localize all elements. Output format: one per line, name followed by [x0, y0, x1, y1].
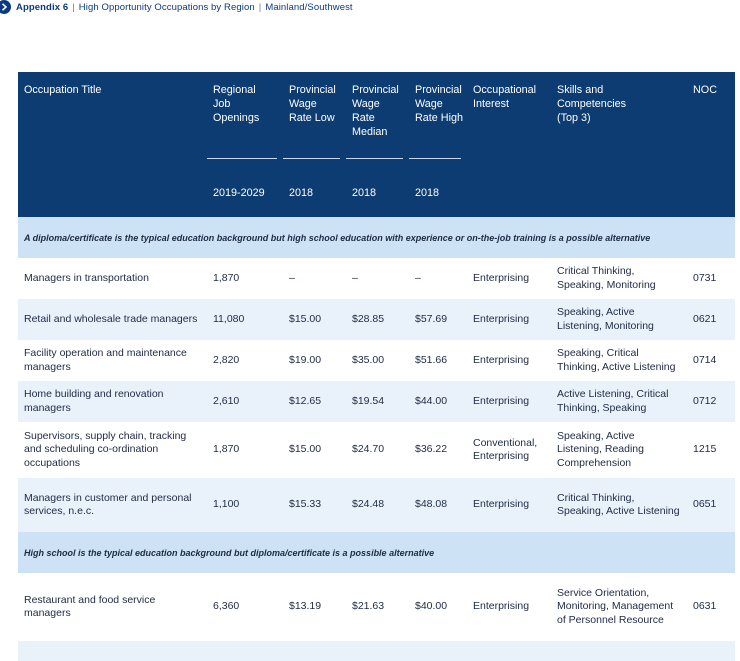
noc-code: 0621 [687, 299, 735, 340]
table-row [18, 573, 735, 641]
occupation-title: Supervisors, supply chain, tracking and scheduling co-ordination occupations [18, 422, 207, 478]
noc-code: 0712 [687, 381, 735, 422]
table-row [18, 381, 735, 422]
occupations-table [18, 72, 735, 661]
table-row [18, 340, 735, 381]
wage-high: $48.08 [409, 478, 467, 532]
occupational-interest: Enterprising [467, 573, 551, 641]
column-year: 2019-2029 [213, 187, 265, 199]
wage-low: – [283, 258, 346, 299]
column-year: 2018 [352, 187, 377, 199]
wage-high: – [409, 258, 467, 299]
job-openings: 11,080 [207, 299, 283, 340]
wage-low: $13.19 [283, 573, 346, 641]
job-openings: 6,360 [207, 573, 283, 641]
wage-high: $36.22 [409, 422, 467, 478]
wage-low: $19.00 [283, 340, 346, 381]
report-title: High Opportunity Occupations by Region [78, 1, 255, 13]
table-row-partial [18, 641, 735, 661]
section-heading-row [18, 217, 735, 258]
column-label: Provincial Wage Rate Median [352, 84, 399, 138]
wage-median: $35.00 [346, 340, 409, 381]
table-row [18, 258, 735, 299]
skills: Service Orientation, Monitoring, Management of Personnel Resource [551, 573, 687, 641]
job-openings: 1,100 [207, 478, 283, 532]
wage-low: $15.00 [283, 422, 346, 478]
wage-median: $19.54 [346, 381, 409, 422]
cut-off-row [18, 641, 735, 661]
column-year: 2018 [415, 187, 440, 199]
column-header [551, 72, 687, 217]
occupation-title: Managers in transportation [18, 258, 207, 299]
section-heading: A diploma/certificate is the typical education background but high school education with experience or on-the-job training is a possible alternative [18, 217, 735, 258]
column-label: Occupation Title [24, 84, 102, 96]
column-label: Provincial Wage Rate High [415, 84, 464, 124]
column-label: Occupational Interest [473, 84, 537, 110]
wage-high: $40.00 [409, 573, 467, 641]
noc-code: 0651 [687, 478, 735, 532]
occupation-title: Restaurant and food service managers [18, 573, 207, 641]
page-header [0, 0, 353, 14]
job-openings: 2,820 [207, 340, 283, 381]
column-label: Provincial Wage Rate Low [289, 84, 336, 124]
wage-high: $51.66 [409, 340, 467, 381]
column-header [409, 72, 467, 217]
column-header [687, 72, 735, 217]
section-heading: High school is the typical education background but diploma/certificate is a possible alternative [18, 532, 735, 573]
occupational-interest: Enterprising [467, 381, 551, 422]
wage-low: $15.33 [283, 478, 346, 532]
column-header [467, 72, 551, 217]
occupation-title: Managers in customer and personal services, n.e.c. [18, 478, 207, 532]
wage-median: $24.70 [346, 422, 409, 478]
occupational-interest: Enterprising [467, 478, 551, 532]
occupational-interest: Enterprising [467, 258, 551, 299]
occupation-title: Home building and renovation managers [18, 381, 207, 422]
occupation-title: Facility operation and maintenance managers [18, 340, 207, 381]
column-label: Skills and Competencies (Top 3) [557, 84, 627, 124]
column-header [283, 72, 346, 217]
column-label: NOC [693, 84, 717, 96]
occupational-interest: Enterprising [467, 340, 551, 381]
occupational-interest: Conventional, Enterprising [467, 422, 551, 478]
skills: Speaking, Active Listening, Monitoring [551, 299, 687, 340]
column-header [346, 72, 409, 217]
skills: Critical Thinking, Speaking, Monitoring [551, 258, 687, 299]
column-header [207, 72, 283, 217]
noc-code: 1215 [687, 422, 735, 478]
chevron-right-icon [0, 0, 11, 14]
job-openings: 1,870 [207, 258, 283, 299]
column-year: 2018 [289, 187, 314, 199]
wage-median: $21.63 [346, 573, 409, 641]
skills: Speaking, Critical Thinking, Active Listening [551, 340, 687, 381]
wage-high: $57.69 [409, 299, 467, 340]
wage-low: $15.00 [283, 299, 346, 340]
region-label: Mainland/Southwest [265, 1, 353, 13]
skills: Speaking, Active Listening, Reading Comprehension [551, 422, 687, 478]
wage-median: $24.48 [346, 478, 409, 532]
section-heading-row [18, 532, 735, 573]
table-row [18, 299, 735, 340]
table-row [18, 422, 735, 478]
noc-code: 0731 [687, 258, 735, 299]
header-rule [207, 158, 277, 159]
header-rule [409, 158, 461, 159]
skills: Active Listening, Critical Thinking, Speaking [551, 381, 687, 422]
column-label: Regional Job Openings [213, 84, 260, 124]
header-rule [346, 158, 403, 159]
appendix-label: Appendix 6 [16, 1, 69, 13]
occupation-title: Retail and wholesale trade managers [18, 299, 207, 340]
header-rule [283, 158, 340, 159]
occupational-interest: Enterprising [467, 299, 551, 340]
header-text [16, 2, 353, 13]
noc-code: 0714 [687, 340, 735, 381]
job-openings: 2,610 [207, 381, 283, 422]
wage-median: $28.85 [346, 299, 409, 340]
table-row [18, 478, 735, 532]
noc-code: 0631 [687, 573, 735, 641]
header-row [18, 72, 735, 217]
skills: Critical Thinking, Speaking, Active Listening [551, 478, 687, 532]
header-separator: | [72, 1, 75, 13]
wage-high: $44.00 [409, 381, 467, 422]
wage-low: $12.65 [283, 381, 346, 422]
job-openings: 1,870 [207, 422, 283, 478]
column-header [18, 72, 207, 217]
wage-median: – [346, 258, 409, 299]
header-separator: | [258, 1, 262, 13]
